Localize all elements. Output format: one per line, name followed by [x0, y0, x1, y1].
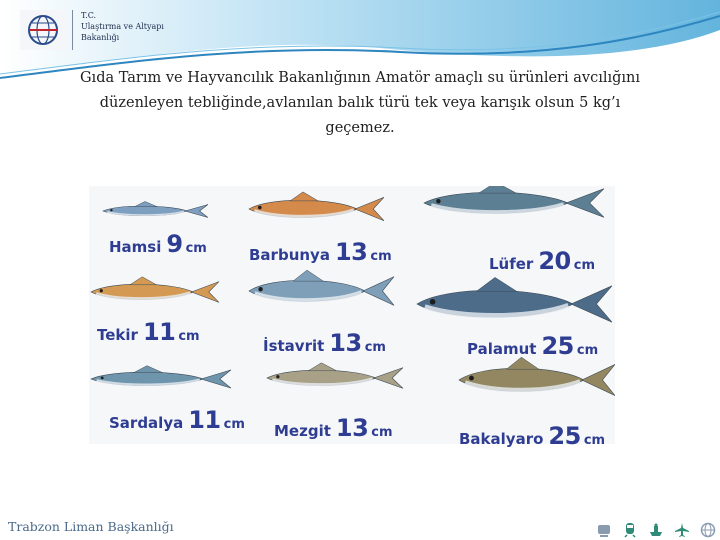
fish-name: Hamsi [109, 238, 162, 256]
ministry-line-2: Ulaştırma ve Altyapı [81, 22, 164, 31]
fish-unit: cm [371, 425, 393, 440]
footer-icons [596, 522, 716, 538]
fish-label-mezgit [274, 414, 393, 442]
fish-name: Tekir [97, 326, 138, 344]
fish-label-istavrit [263, 329, 386, 357]
footer-organization: Trabzon Liman Başkanlığı [8, 519, 174, 534]
ministry-name [72, 10, 164, 50]
fish-size: 13 [335, 414, 369, 442]
fish-label-palamut [467, 332, 598, 360]
fish-size: 13 [334, 238, 368, 266]
fish-label-sardalya [109, 406, 245, 434]
fish-name: Palamut [467, 340, 537, 358]
fish-illustration-mezgit [267, 363, 403, 389]
ministry-line-3: Bakanlığı [81, 33, 120, 42]
ship-icon [648, 522, 664, 538]
fish-illustration-lufer [424, 186, 604, 217]
fish-name: Sardalya [109, 414, 184, 432]
fish-illustration-tekir [91, 277, 219, 303]
fish-label-barbunya [249, 238, 392, 266]
fish-label-bakalyaro [459, 422, 605, 450]
fish-size: 11 [188, 406, 221, 434]
fish-name: Mezgit [274, 422, 331, 440]
fish-unit: cm [583, 433, 606, 448]
ministry-line-1: T.C. [81, 11, 97, 20]
fish-size-chart [89, 186, 615, 450]
fish-unit: cm [223, 417, 245, 432]
fish-unit: cm [178, 329, 200, 344]
regulation-text [30, 66, 690, 141]
fish-label-lufer [489, 247, 595, 275]
fish-unit: cm [370, 249, 392, 264]
fish-size: 11 [142, 318, 176, 346]
globe-icon [700, 522, 716, 538]
fish-size: 25 [548, 422, 581, 450]
fish-size: 9 [166, 230, 183, 258]
fish-illustration-barbunya [249, 192, 384, 221]
train-icon [622, 522, 638, 538]
fish-label-tekir [97, 318, 200, 346]
fish-size: 13 [329, 329, 362, 357]
plane-icon [674, 522, 690, 538]
fish-unit: cm [185, 241, 207, 256]
fish-size: 25 [541, 332, 574, 360]
fish-name: İstavrit [263, 337, 325, 355]
fish-label-hamsi [109, 230, 207, 258]
fish-illustration-hamsi [103, 202, 208, 218]
regulation-text-line-2: düzenleyen tebliğinde,avlanılan balık türü tek veya karışık olsun 5 kg’ı [99, 95, 621, 111]
ministry-logo [20, 10, 66, 50]
regulation-text-line-1: Gıda Tarım ve Hayvancılık Bakanlığının Amatör amaçlı su ürünleri avcılığını [79, 70, 641, 86]
fish-name: Lüfer [489, 255, 534, 273]
fish-illustration-istavrit [249, 270, 394, 305]
fish-unit: cm [573, 258, 596, 273]
fish-illustration-bakalyaro [459, 357, 615, 395]
fish-illustration-sardalya [91, 366, 231, 388]
fish-unit: cm [364, 340, 386, 355]
fish-name: Bakalyaro [459, 430, 544, 448]
fish-illustration-palamut [417, 277, 612, 322]
regulation-text-line-3: geçemez. [325, 120, 395, 136]
fish-unit: cm [576, 343, 599, 358]
fish-size: 20 [538, 247, 571, 275]
fish-name: Barbunya [249, 246, 330, 264]
rail-icon [596, 522, 612, 538]
